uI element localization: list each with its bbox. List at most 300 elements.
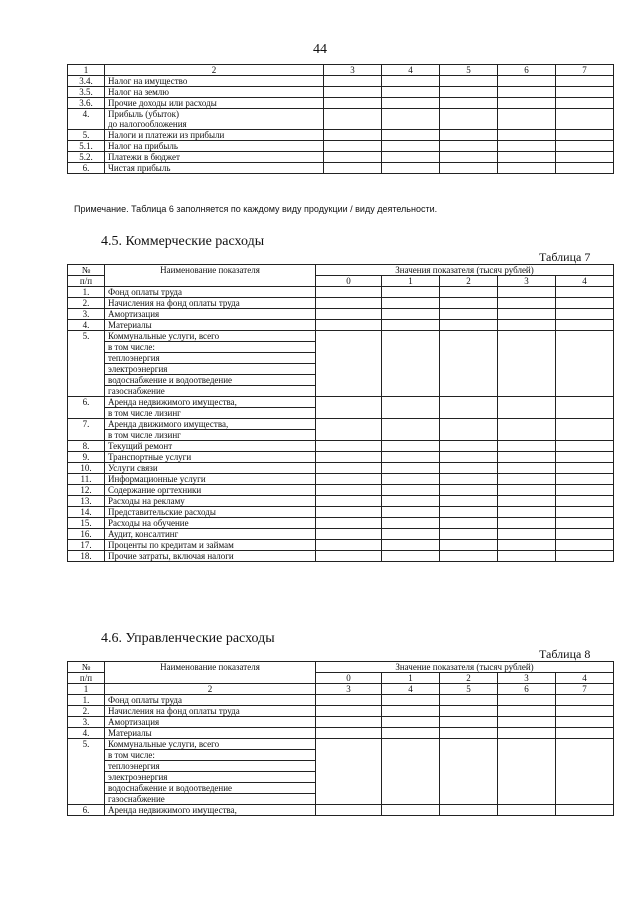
table-row (68, 728, 614, 739)
value-cell (316, 728, 382, 739)
value-column-header: 3 (498, 276, 556, 287)
row-name: теплоэнергия (105, 353, 316, 364)
table-row (68, 109, 614, 130)
value-cell (316, 518, 382, 529)
value-cell (440, 529, 498, 540)
row-number: 10. (68, 463, 105, 474)
value-cell (440, 87, 498, 98)
commercial-expenses-table (67, 264, 614, 562)
row-name-line: Прибыль (убыток) (108, 109, 179, 119)
row-name: в том числе: (105, 750, 316, 761)
value-cell (440, 485, 498, 496)
column-number: 6 (498, 65, 556, 76)
row-name: в том числе: (105, 342, 316, 353)
value-cell (498, 152, 556, 163)
row-name (105, 87, 324, 98)
row-number: 18. (68, 551, 105, 562)
row-name: Материалы (105, 728, 316, 739)
row-number: 13. (68, 496, 105, 507)
value-cell (556, 540, 614, 551)
value-cell (498, 717, 556, 728)
section-title-management: 4.6. Управленческие расходы (101, 631, 275, 646)
value-cell (498, 805, 556, 816)
column-number: 4 (382, 684, 440, 695)
row-number: 3.5. (68, 87, 105, 98)
row-name: Фонд оплаты труда (105, 695, 316, 706)
row-name-line: Налог на землю (108, 87, 170, 97)
row-number: 3. (68, 717, 105, 728)
row-number: 12. (68, 485, 105, 496)
table-row (68, 130, 614, 141)
table-row (68, 496, 614, 507)
value-cell (440, 717, 498, 728)
value-cell (498, 419, 556, 441)
value-cell (556, 805, 614, 816)
row-name: в том числе лизинг (105, 408, 316, 419)
value-cell (382, 540, 440, 551)
row-name: Аудит, консалтинг (105, 529, 316, 540)
row-name: Начисления на фонд оплаты труда (105, 706, 316, 717)
table-row (68, 529, 614, 540)
value-cell (556, 695, 614, 706)
value-cell (382, 152, 440, 163)
value-cell (382, 739, 440, 805)
row-name-line: Платежи в бюджет (108, 152, 180, 162)
table-row (68, 419, 614, 430)
row-name: Проценты по кредитам и займам (105, 540, 316, 551)
value-cell (498, 551, 556, 562)
row-name: Материалы (105, 320, 316, 331)
table-row (68, 141, 614, 152)
value-cell (382, 485, 440, 496)
row-name (105, 141, 324, 152)
value-cell (316, 331, 382, 397)
value-cell (498, 452, 556, 463)
table-row (68, 805, 614, 816)
value-cell (382, 695, 440, 706)
value-cell (556, 152, 614, 163)
row-name: Расходы на рекламу (105, 496, 316, 507)
table-row (68, 287, 614, 298)
row-name: водоснабжение и водоотведение (105, 783, 316, 794)
value-cell (498, 87, 556, 98)
row-name (105, 152, 324, 163)
row-name: Коммунальные услуги, всего (105, 739, 316, 750)
value-cell (498, 141, 556, 152)
row-name: Аренда движимого имущества, (105, 419, 316, 430)
value-cell (382, 805, 440, 816)
row-name-line: до налогообложения (108, 119, 187, 129)
value-cell (556, 298, 614, 309)
value-cell (440, 419, 498, 441)
row-number: 17. (68, 540, 105, 551)
row-name-line: Налоги и платежи из прибыли (108, 130, 225, 140)
value-cell (556, 397, 614, 419)
value-cell (382, 441, 440, 452)
value-cell (440, 474, 498, 485)
row-name: Амортизация (105, 717, 316, 728)
row-name: Содержание оргтехники (105, 485, 316, 496)
value-cell (440, 805, 498, 816)
column-number: 4 (382, 65, 440, 76)
value-cell (440, 551, 498, 562)
value-cell (382, 496, 440, 507)
row-name: Услуги связи (105, 463, 316, 474)
value-cell (556, 331, 614, 397)
value-cell (382, 109, 440, 130)
column-number: 2 (105, 65, 324, 76)
table-row (68, 87, 614, 98)
row-name-line: Чистая прибыль (108, 163, 171, 173)
row-name: Представительские расходы (105, 507, 316, 518)
value-cell (316, 529, 382, 540)
value-column-header: 2 (440, 276, 498, 287)
row-name: Аренда недвижимого имущества, (105, 397, 316, 408)
column-number-row (68, 65, 614, 76)
column-number: 1 (68, 684, 105, 695)
table-row (68, 441, 614, 452)
value-cell (382, 474, 440, 485)
header-num: № (68, 662, 105, 673)
value-cell (316, 452, 382, 463)
row-name: Начисления на фонд оплаты труда (105, 298, 316, 309)
value-cell (440, 496, 498, 507)
row-number: 5.1. (68, 141, 105, 152)
value-cell (556, 529, 614, 540)
value-column-header: 0 (316, 673, 382, 684)
table-row (68, 397, 614, 408)
value-cell (440, 540, 498, 551)
value-cell (556, 551, 614, 562)
value-cell (324, 109, 382, 130)
row-number: 7. (68, 419, 105, 441)
value-cell (382, 141, 440, 152)
row-name: электроэнергия (105, 364, 316, 375)
column-number: 3 (324, 65, 382, 76)
row-number: 8. (68, 441, 105, 452)
value-cell (498, 518, 556, 529)
value-cell (440, 441, 498, 452)
value-cell (498, 109, 556, 130)
column-number-row (68, 684, 614, 695)
row-name: водоснабжение и водоотведение (105, 375, 316, 386)
table-row (68, 695, 614, 706)
value-cell (498, 397, 556, 419)
value-cell (382, 163, 440, 174)
value-cell (382, 551, 440, 562)
value-cell (440, 331, 498, 397)
column-number: 7 (556, 684, 614, 695)
value-cell (324, 141, 382, 152)
value-cell (324, 87, 382, 98)
value-cell (324, 98, 382, 109)
value-cell (440, 141, 498, 152)
value-cell (556, 706, 614, 717)
value-cell (556, 739, 614, 805)
value-cell (498, 485, 556, 496)
value-cell (498, 331, 556, 397)
value-cell (498, 507, 556, 518)
table-row (68, 706, 614, 717)
row-number: 15. (68, 518, 105, 529)
value-cell (556, 518, 614, 529)
value-column-header: 2 (440, 673, 498, 684)
income-table-continued (67, 64, 614, 174)
value-column-header: 3 (498, 673, 556, 684)
table-row (68, 152, 614, 163)
value-cell (556, 485, 614, 496)
row-number: 2. (68, 298, 105, 309)
header-indicator-name: Наименование показателя (105, 265, 316, 287)
value-cell (382, 331, 440, 397)
header-num-sub: п/п (68, 276, 105, 287)
value-cell (498, 474, 556, 485)
row-name: Прочие затраты, включая налоги (105, 551, 316, 562)
value-cell (382, 397, 440, 419)
column-number: 3 (316, 684, 382, 695)
management-expenses-table (67, 661, 614, 816)
value-column-header: 0 (316, 276, 382, 287)
value-cell (440, 298, 498, 309)
value-cell (324, 152, 382, 163)
column-number: 1 (68, 65, 105, 76)
value-cell (440, 309, 498, 320)
section-title-commercial: 4.5. Коммерческие расходы (101, 234, 265, 249)
value-cell (556, 309, 614, 320)
table-row (68, 76, 614, 87)
value-cell (498, 496, 556, 507)
value-cell (440, 463, 498, 474)
column-number: 2 (105, 684, 316, 695)
value-cell (316, 551, 382, 562)
header-values: Значение показателя (тысяч рублей) (316, 662, 614, 673)
value-cell (556, 320, 614, 331)
row-name: Текущий ремонт (105, 441, 316, 452)
value-cell (316, 695, 382, 706)
row-name-line: Налог на прибыль (108, 141, 178, 151)
table-row (68, 518, 614, 529)
table-row (68, 739, 614, 750)
value-cell (498, 463, 556, 474)
row-number: 5. (68, 739, 105, 805)
value-cell (556, 76, 614, 87)
value-cell (440, 739, 498, 805)
value-cell (382, 463, 440, 474)
table-row (68, 485, 614, 496)
value-cell (316, 474, 382, 485)
value-cell (382, 309, 440, 320)
value-cell (382, 320, 440, 331)
table-row (68, 163, 614, 174)
row-name-line: Прочие доходы или расходы (108, 98, 217, 108)
value-cell (382, 76, 440, 87)
value-cell (382, 287, 440, 298)
value-cell (440, 507, 498, 518)
row-number: 6. (68, 163, 105, 174)
column-number: 5 (440, 65, 498, 76)
row-name: газоснабжение (105, 386, 316, 397)
value-cell (556, 507, 614, 518)
value-cell (382, 419, 440, 441)
value-cell (498, 739, 556, 805)
value-cell (498, 298, 556, 309)
value-cell (498, 320, 556, 331)
value-cell (440, 320, 498, 331)
row-number: 9. (68, 452, 105, 463)
value-cell (498, 163, 556, 174)
value-cell (316, 419, 382, 441)
header-values: Значения показателя (тысяч рублей) (316, 265, 614, 276)
value-cell (382, 452, 440, 463)
table-note: Примечание. Таблица 6 заполняется по каждому виду продукции / виду деятельности. (74, 204, 438, 214)
value-cell (556, 98, 614, 109)
value-cell (440, 109, 498, 130)
row-number: 3.4. (68, 76, 105, 87)
value-cell (316, 805, 382, 816)
value-cell (316, 485, 382, 496)
value-cell (316, 309, 382, 320)
row-name-line: Налог на имущество (108, 76, 188, 86)
header-indicator-name: Наименование показателя (105, 662, 316, 684)
table-8-caption: Таблица 8 (539, 647, 591, 661)
value-cell (498, 529, 556, 540)
column-number: 5 (440, 684, 498, 695)
row-name: Информационные услуги (105, 474, 316, 485)
value-cell (440, 287, 498, 298)
value-cell (556, 441, 614, 452)
row-number: 4. (68, 109, 105, 130)
column-number: 6 (498, 684, 556, 695)
value-cell (556, 87, 614, 98)
value-cell (440, 76, 498, 87)
row-number: 5. (68, 331, 105, 397)
value-cell (316, 463, 382, 474)
value-cell (440, 728, 498, 739)
table-row (68, 507, 614, 518)
value-cell (382, 518, 440, 529)
value-cell (498, 98, 556, 109)
row-number: 1. (68, 695, 105, 706)
row-name: в том числе лизинг (105, 430, 316, 441)
header-num: № (68, 265, 105, 276)
value-cell (382, 529, 440, 540)
page-number: 44 (313, 42, 327, 57)
value-cell (498, 695, 556, 706)
row-number: 3. (68, 309, 105, 320)
value-cell (440, 163, 498, 174)
table-row (68, 320, 614, 331)
value-cell (556, 163, 614, 174)
value-cell (316, 739, 382, 805)
value-cell (382, 728, 440, 739)
table-row (68, 98, 614, 109)
row-name (105, 98, 324, 109)
value-cell (498, 287, 556, 298)
row-name: Транспортные услуги (105, 452, 316, 463)
value-cell (382, 706, 440, 717)
row-number: 6. (68, 805, 105, 816)
row-number: 14. (68, 507, 105, 518)
table-row (68, 717, 614, 728)
value-cell (440, 130, 498, 141)
value-cell (316, 287, 382, 298)
value-cell (324, 163, 382, 174)
value-column-header: 4 (556, 673, 614, 684)
row-name (105, 130, 324, 141)
value-cell (440, 695, 498, 706)
row-number: 1. (68, 287, 105, 298)
row-number: 4. (68, 320, 105, 331)
value-cell (382, 507, 440, 518)
row-number: 11. (68, 474, 105, 485)
table-row (68, 463, 614, 474)
value-cell (316, 441, 382, 452)
value-cell (440, 152, 498, 163)
value-cell (316, 717, 382, 728)
value-cell (316, 496, 382, 507)
row-number: 2. (68, 706, 105, 717)
row-name: Амортизация (105, 309, 316, 320)
value-cell (498, 130, 556, 141)
value-cell (556, 474, 614, 485)
row-name (105, 76, 324, 87)
value-cell (382, 87, 440, 98)
row-name (105, 163, 324, 174)
row-number: 5. (68, 130, 105, 141)
table-row (68, 452, 614, 463)
value-cell (440, 98, 498, 109)
value-cell (556, 728, 614, 739)
value-column-header: 4 (556, 276, 614, 287)
value-cell (316, 397, 382, 419)
value-cell (324, 76, 382, 87)
row-number: 16. (68, 529, 105, 540)
value-cell (316, 298, 382, 309)
value-cell (556, 452, 614, 463)
value-cell (498, 76, 556, 87)
table-row (68, 474, 614, 485)
value-cell (316, 706, 382, 717)
value-cell (498, 540, 556, 551)
value-cell (316, 320, 382, 331)
table-row (68, 331, 614, 342)
table-row (68, 309, 614, 320)
column-number: 7 (556, 65, 614, 76)
value-cell (498, 706, 556, 717)
row-name: газоснабжение (105, 794, 316, 805)
value-cell (316, 507, 382, 518)
table-7-caption: Таблица 7 (539, 250, 591, 264)
value-cell (382, 298, 440, 309)
row-number: 3.6. (68, 98, 105, 109)
value-cell (440, 518, 498, 529)
value-cell (440, 452, 498, 463)
value-cell (556, 109, 614, 130)
header-num-sub: п/п (68, 673, 105, 684)
value-cell (382, 717, 440, 728)
row-name: электроэнергия (105, 772, 316, 783)
value-cell (556, 463, 614, 474)
row-number: 5.2. (68, 152, 105, 163)
row-name: Расходы на обучение (105, 518, 316, 529)
table-row (68, 298, 614, 309)
value-cell (324, 130, 382, 141)
value-column-header: 1 (382, 276, 440, 287)
value-cell (440, 706, 498, 717)
value-cell (556, 287, 614, 298)
value-cell (556, 717, 614, 728)
row-name: Коммунальные услуги, всего (105, 331, 316, 342)
